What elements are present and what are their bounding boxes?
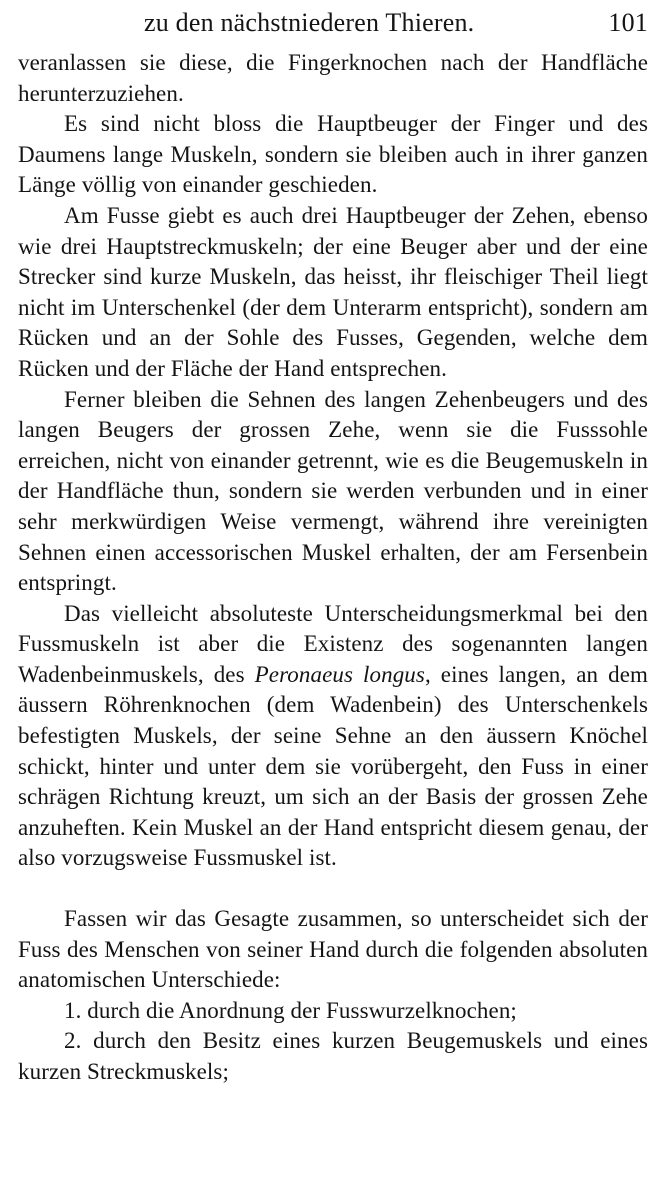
body-text <box>18 48 648 1088</box>
section-gap <box>18 874 648 904</box>
paragraph-foot-flexors: Am Fusse giebt es auch drei Hauptbeuger der Zehen, ebenso wie drei Hauptstreckmuskeln; der eine Beuger aber und der eine Strecker sind kurze Muskeln, das heisst, ihr fleischiger Theil liegt nicht im Unterschenkel (der dem Unterarm entspricht), sondern am Rücken und an der Sohle des Fusses, Gegenden, welche dem Rücken und der Fläche der Hand entsprechen. <box>18 202 648 381</box>
running-title: zu den nächstniederen Thieren. <box>144 8 475 37</box>
peronaeus-longus-term: Peronaeus longus <box>254 661 425 687</box>
paragraph-peronaeus-before: Das vielleicht absoluteste Unterscheidungsmerkmal bei den Fussmuskeln ist aber die Existenz des sogenannten langen Wadenbeinmuskels, des <box>18 600 648 687</box>
list-item: 1. durch die Anordnung der Fusswurzelknochen; <box>64 997 517 1023</box>
list-item: 2. durch den Besitz eines kurzen Beugemuskels und eines kurzen Streckmuskels; <box>18 1028 648 1084</box>
page-number: 101 <box>608 8 648 37</box>
paragraph-tendons: Ferner bleiben die Sehnen des langen Zehenbeugers und des langen Beugers der grossen Zehe, wenn sie die Fusssohle erreichen, nicht von einander getrennt, wie es die Beugemuskeln in der Handfläche thun, sondern sie werden verbunden und in einer sehr merkwürdigen Weise vermengt, während ihre vereinigten Sehnen einen accessorischen Muskel erhalten, der am Fersenbein entspringt. <box>18 386 648 596</box>
paragraph-peronaeus <box>18 599 648 874</box>
book-page <box>18 8 648 1088</box>
paragraph-continued: veranlassen sie diese, die Fingerknochen nach der Handfläche herunterzuziehen. <box>18 50 648 106</box>
paragraph-muscles-hand: Es sind nicht bloss die Hauptbeuger der Finger und des Daumens lange Muskeln, sondern sie bleiben auch in ihrer ganzen Länge völlig von einander geschieden. <box>18 111 648 198</box>
paragraph-peronaeus-after: , eines langen, an dem äussern Röhrenknochen (dem Wadenbein) des Unterschenkels befestigten Muskels, der seine Sehne an den äussern Knöchel schickt, hinter und unter dem sie vorübergeht, den Fuss in einer schrägen Richtung kreuzt, um sich an der Basis der grossen Zehe anzuheften. Kein Muskel an der Hand entspricht diesem genau, der also vorzugsweise Fussmuskel ist. <box>18 661 648 871</box>
paragraph-summary: Fassen wir das Gesagte zusammen, so unterscheidet sich der Fuss des Menschen von seiner Hand durch die folgenden absoluten anatomischen Unterschiede: <box>18 906 648 993</box>
running-head <box>18 8 648 48</box>
